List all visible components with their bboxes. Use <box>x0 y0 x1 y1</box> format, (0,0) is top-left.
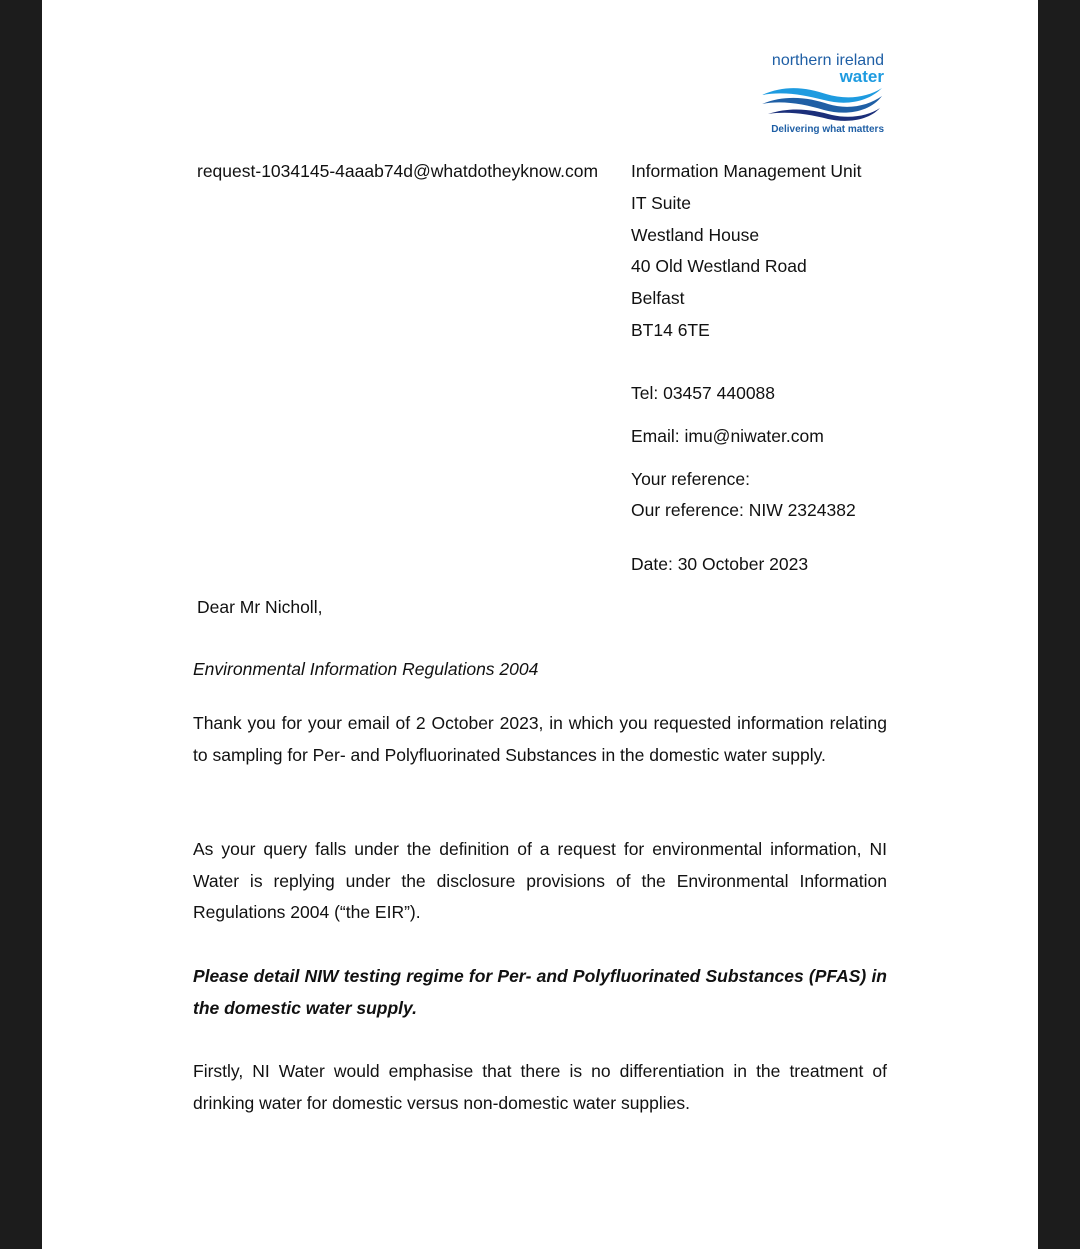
address-postcode: BT14 6TE <box>631 320 710 340</box>
water-waves-icon <box>758 84 884 122</box>
body-paragraph: Thank you for your email of 2 October 2023, in which you requested information relating to sampling for Per- and Polyfluorinated Substances in the domestic water supply. <box>193 713 887 765</box>
viewer-background <box>1038 0 1080 1249</box>
contact-email: Email: imu@niwater.com <box>631 426 824 446</box>
letter-page <box>42 0 1038 1249</box>
address-line: 40 Old Westland Road <box>631 256 807 276</box>
address-line: Westland House <box>631 225 760 245</box>
address-line: IT Suite <box>631 193 691 213</box>
address-line: Information Management Unit <box>631 161 862 181</box>
request-question: Please detail NIW testing regime for Per- and Polyfluorinated Substances (PFAS) in the domestic water supply. <box>193 966 887 1018</box>
logo-tagline: Delivering what matters <box>771 124 884 135</box>
logo-text-line1: northern ireland <box>771 52 884 69</box>
recipient-email: request-1034145-4aaab74d@whatdotheyknow.com <box>197 161 599 181</box>
regulation-heading: Environmental Information Regulations 2004 <box>193 659 539 679</box>
your-reference: Your reference: <box>631 469 751 489</box>
letter-date: Date: 30 October 2023 <box>631 554 809 574</box>
salutation: Dear Mr Nicholl, <box>197 597 323 617</box>
logo-text-line2: water <box>839 67 884 86</box>
address-line: Belfast <box>631 288 685 308</box>
body-paragraph: Firstly, NI Water would emphasise that there is no differentiation in the treatment of drinking water for domestic versus non-domestic water supplies. <box>193 1061 887 1113</box>
ni-water-logo <box>754 50 886 140</box>
body-paragraph: As your query falls under the definition of a request for environmental information, NI Water is replying under the disclosure provisions of the Environmental Information Regulations 2004 (“the EIR”). <box>193 839 887 922</box>
telephone: Tel: 03457 440088 <box>631 383 776 403</box>
our-reference: Our reference: NIW 2324382 <box>631 500 856 520</box>
